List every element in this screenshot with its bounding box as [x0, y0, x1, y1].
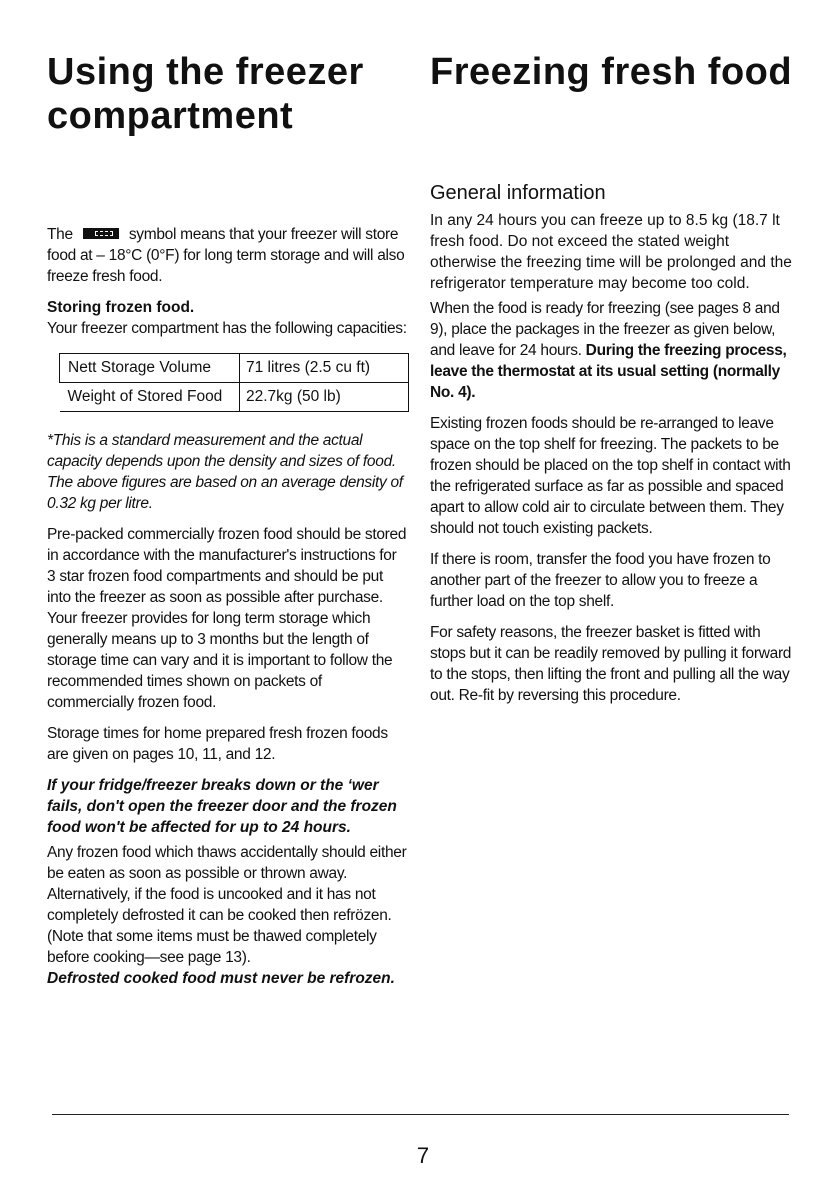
general-info-heading: General information [430, 182, 606, 204]
table-cell: Nett Storage Volume [60, 354, 240, 383]
capacity-note: *This is a standard measurement and the actual capacity depends upon the density and sizes of food. The above figures are based on an average density of 0.32 kg per litre. [47, 432, 403, 512]
capacity-table [59, 353, 409, 412]
storing-text: Your freezer compartment has the following capacities: [47, 320, 407, 337]
table-row [60, 354, 409, 383]
footer-divider [52, 1114, 789, 1115]
page-number: 7 [416, 1143, 430, 1168]
breakdown-warning: If your fridge/freezer breaks down or the ‘wer fails, don't open the freezer door and the frozen food won't be affected for up to 24 hours. [47, 777, 397, 836]
room-paragraph: If there is room, transfer the food you have frozen to another part of the freezer to allow you to freeze a further load on the top shelf. [430, 551, 771, 610]
thermostat-note: During the freezing process, leave the thermostat at its usual setting (normally No. 4). [430, 342, 787, 401]
freezer-star-icon [83, 228, 119, 239]
left-title-line1: Using the freezer [47, 51, 364, 93]
intro-before: The [47, 226, 73, 243]
left-title-line2: compartment [47, 95, 294, 137]
general-info-text: In any 24 hours you can freeze up to 8.5 kg (18.7 lt fresh food. Do not exceed the stated weight otherwise the freezing time will be prolonged and the refrigerator temperature may become too cold. [430, 212, 792, 292]
table-row [60, 383, 409, 412]
thaw-paragraph: Any frozen food which thaws accidentally should either be eaten as soon as possible or thrown away. Alternatively, if the food is uncooked and it has not completely defrosted it can be cooked then refrözen. (Note that some items must be thawed completely before cooking—see page 13). [47, 844, 407, 966]
prepacked-paragraph: Pre-packed commercially frozen food should be stored in accordance with the manufacturer's instructions for 3 star frozen food compartments and should be put into the freezer as soon as possible after purchase. Your freezer provides for long term storage which generally means up to 3 months but the length of storage time can vary and it is important to follow the recommended times shown on packets of commercially frozen food. [47, 526, 407, 711]
table-cell: Weight of Stored Food [60, 383, 240, 412]
left-column [47, 50, 407, 999]
right-title: Freezing fresh food [430, 51, 793, 93]
storage-times-paragraph: Storage times for home prepared fresh frozen foods are given on pages 10, 11, and 12. [47, 725, 388, 763]
intro-paragraph [47, 224, 407, 287]
existing-paragraph: Existing frozen foods should be re-arranged to leave space on the top shelf for freezing. The packets to be frozen should be placed on the top shelf in contact with the refrigerated surface as far as possible and spaced apart to allow cold air to circulate between them. They should not touch existing packets. [430, 415, 791, 537]
defrosted-warning: Defrosted cooked food must never be refrozen. [47, 970, 395, 987]
storing-heading: Storing frozen food. [47, 299, 195, 316]
left-title [47, 50, 407, 138]
ready-text: When the food is ready for freezing (see pages 8 and 9), place the packages in the freezer as given below, and leave for 24 hours. [430, 300, 780, 359]
intro-after: symbol means that your freezer will store food at – 18°C (0°F) for long term storage and will also freeze fresh food. [47, 226, 405, 285]
right-column [430, 50, 795, 716]
table-cell: 71 litres (2.5 cu ft) [240, 354, 409, 383]
ready-paragraph [430, 298, 795, 403]
safety-paragraph: For safety reasons, the freezer basket is fitted with stops but it can be readily removed by pulling it forward to the stops, then lifting the front and pulling all the way out. Re-fit by reversing this procedure. [430, 624, 792, 704]
table-cell: 22.7kg (50 lb) [240, 383, 409, 412]
